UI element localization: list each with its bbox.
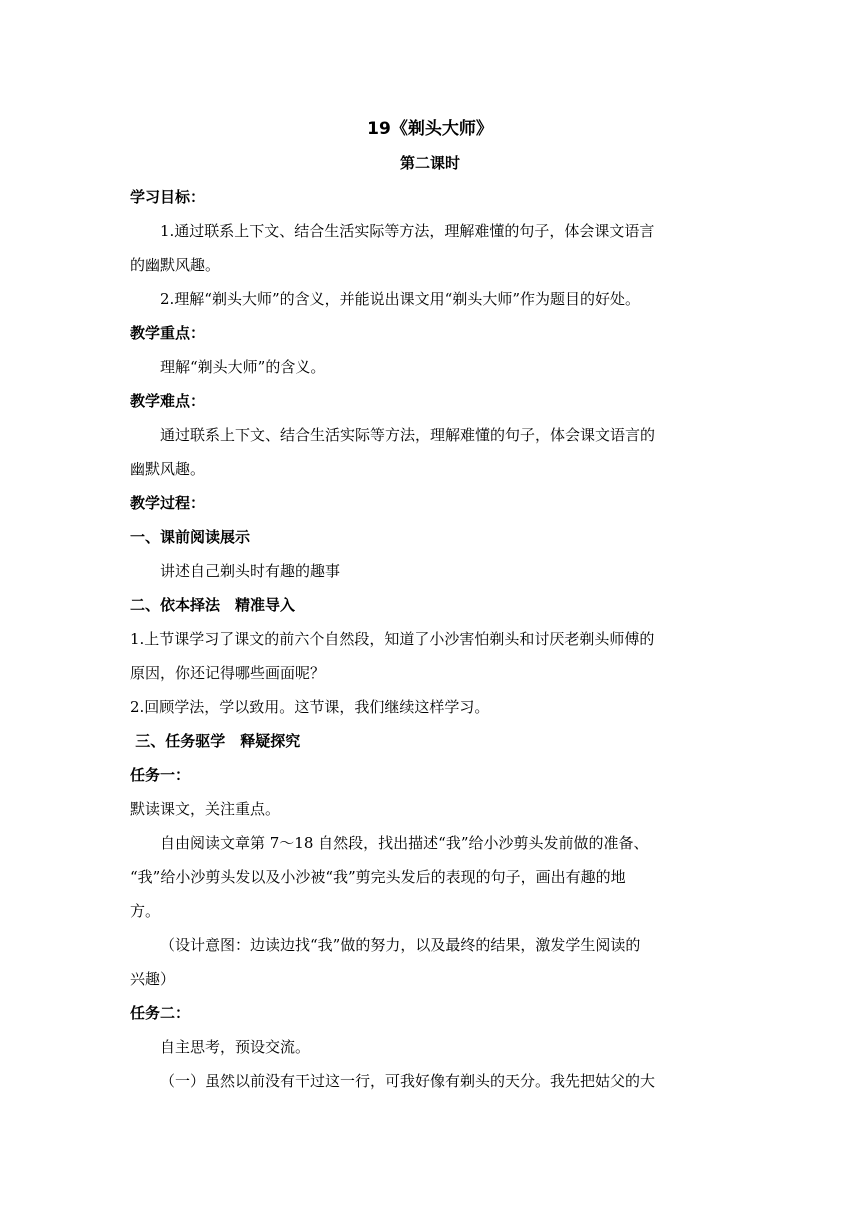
section-heading: 任务一： — [130, 766, 191, 784]
paragraph — [130, 350, 730, 384]
paragraph-line: 自主思考，预设交流。 — [160, 1038, 311, 1056]
paragraph — [130, 554, 730, 588]
paragraph-line: （设计意图：边读边找“我”做的努力，以及最终的结果，激发学生阅读的 — [160, 936, 641, 954]
paragraph-line: 方。 — [130, 902, 161, 920]
section-heading: 二、依本择法 精准导入 — [130, 596, 296, 614]
section-heading: 一、课前阅读展示 — [130, 528, 251, 546]
paragraph — [130, 792, 730, 826]
paragraph — [130, 214, 730, 282]
paragraph — [130, 1030, 730, 1064]
paragraph-line: 1.通过联系上下文、结合生活实际等方法，理解难懂的句子，体会课文语言 — [160, 222, 655, 240]
section-heading: 教学重点： — [130, 324, 206, 342]
section-heading: 教学过程： — [130, 494, 206, 512]
paragraph — [130, 1064, 730, 1098]
document-subtitle: 第二课时 — [399, 154, 460, 172]
section-heading: 学习目标： — [130, 188, 206, 206]
paragraph — [130, 690, 730, 724]
paragraph — [130, 418, 730, 486]
paragraph — [130, 282, 730, 316]
document-title: 19《剃头大师》 — [367, 119, 493, 139]
paragraph-line: “我”给小沙剪头发以及小沙被“我”剪完头发后的表现的句子，画出有趣的地 — [130, 868, 626, 886]
paragraph-line: 2.理解“剃头大师”的含义，并能说出课文用“剃头大师”作为题目的好处。 — [160, 290, 640, 308]
paragraph — [130, 622, 730, 690]
paragraph-line: 原因，你还记得哪些画面呢？ — [130, 664, 326, 682]
section-heading: 三、任务驱学 释疑探究 — [130, 732, 301, 750]
paragraph-line: 幽默风趣。 — [130, 460, 206, 478]
document-body — [130, 114, 730, 1098]
paragraph-line: 理解“剃头大师”的含义。 — [160, 358, 326, 376]
paragraph-line: 1.上节课学习了课文的前六个自然段，知道了小沙害怕剃头和讨厌老剃头师傅的 — [130, 630, 655, 648]
paragraph-line: （一）虽然以前没有干过这一行，可我好像有剃头的天分。我先把姑父的大 — [160, 1072, 656, 1090]
section-heading: 教学难点： — [130, 392, 206, 410]
paragraph-line: 兴趣） — [130, 970, 176, 988]
paragraph-line: 通过联系上下文、结合生活实际等方法，理解难懂的句子，体会课文语言的 — [160, 426, 656, 444]
paragraph-line: 2.回顾学法，学以致用。这节课，我们继续这样学习。 — [130, 698, 490, 716]
paragraph — [130, 928, 730, 996]
paragraph-line: 默读课文，关注重点。 — [130, 800, 281, 818]
paragraph-line: 讲述自己剃头时有趣的趣事 — [160, 562, 341, 580]
document-sections — [130, 180, 730, 1098]
section-heading: 任务二： — [130, 1004, 191, 1022]
paragraph-line: 的幽默风趣。 — [130, 256, 221, 274]
paragraph — [130, 826, 730, 928]
paragraph-line: 自由阅读文章第 7～18 自然段，找出描述“我”给小沙剪头发前做的准备、 — [160, 834, 649, 852]
